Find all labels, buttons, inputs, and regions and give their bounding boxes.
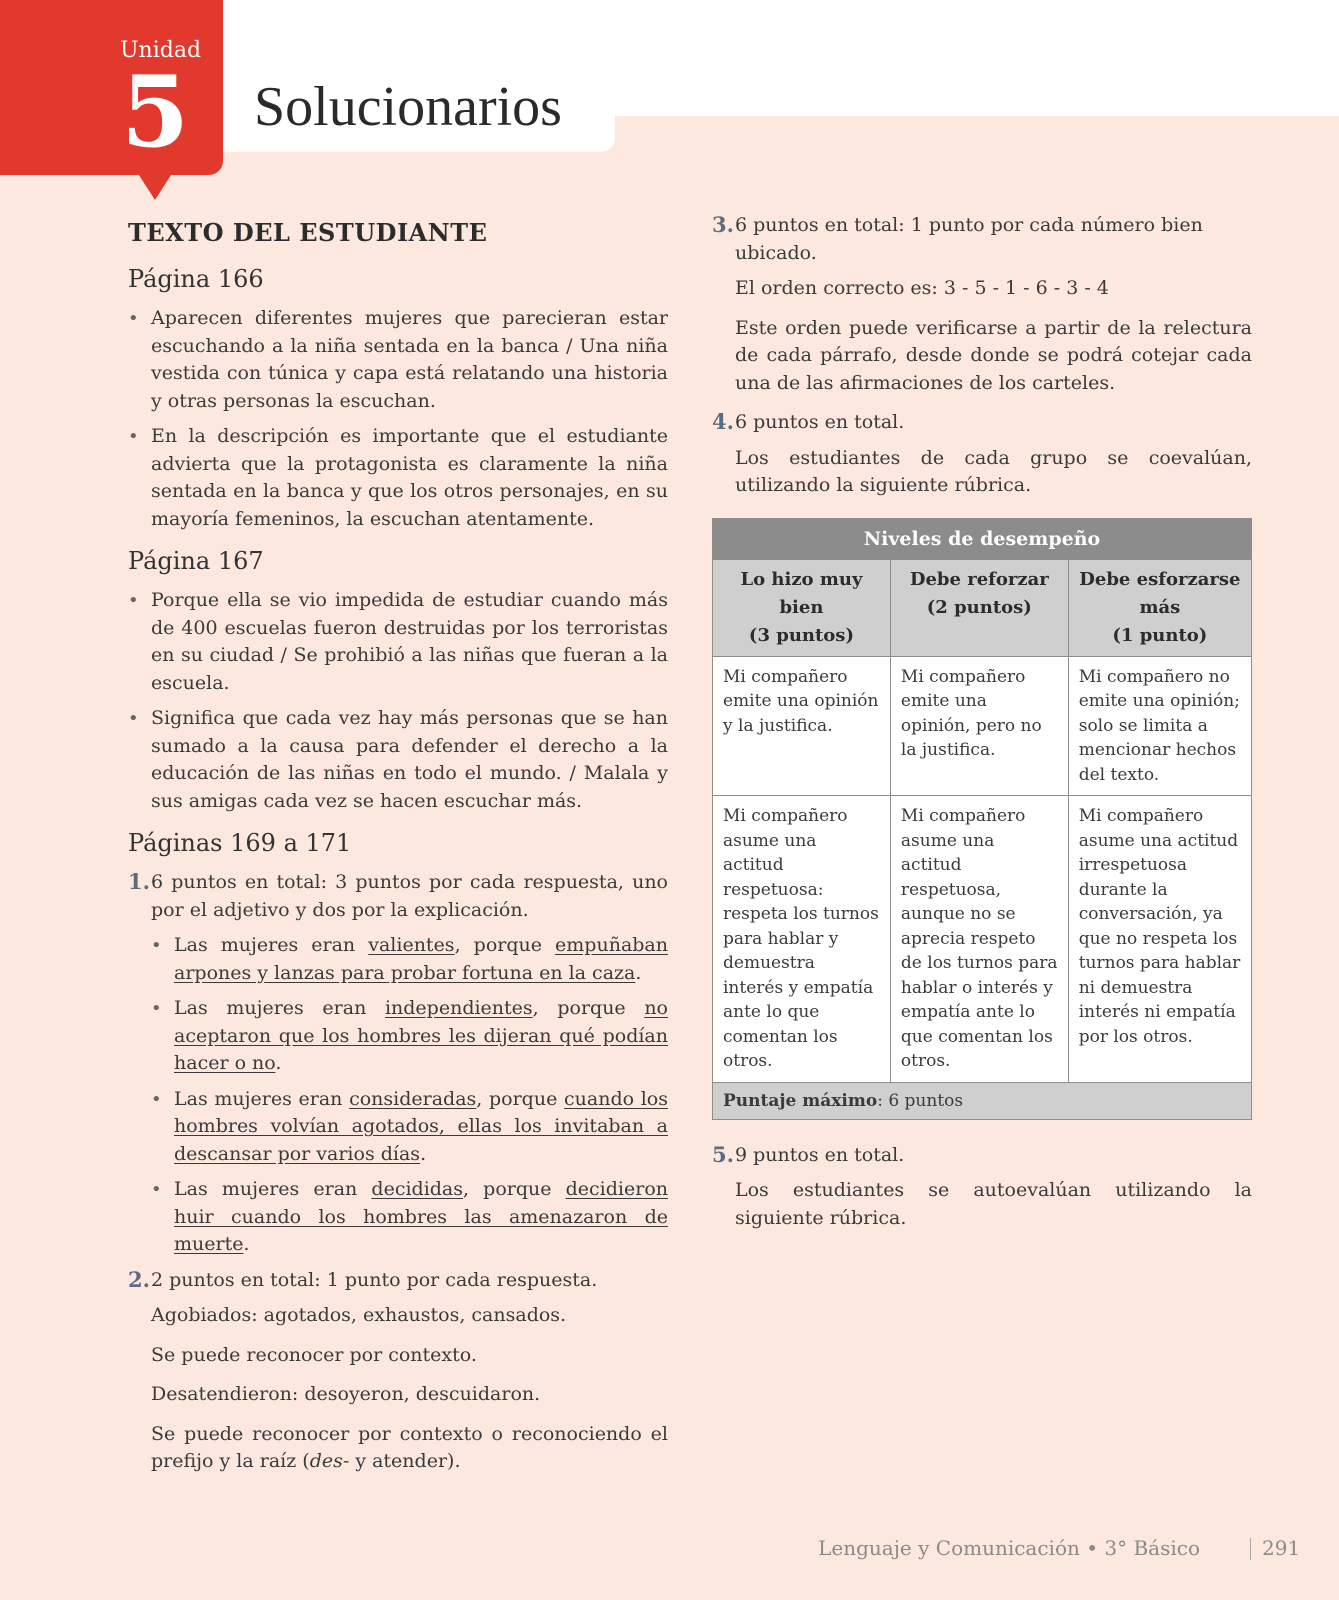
answer-text: Se puede reconocer por contexto o reconociendo el prefijo y la raíz (des- y atender). <box>151 1422 668 1472</box>
answer-item-4 <box>712 409 1252 437</box>
answer-text: Se puede reconocer por contexto. <box>151 1343 477 1366</box>
list-item: • Las mujeres eran valientes, porque empuñaban arpones y lanzas para probar fortuna en la caza. <box>151 932 668 987</box>
heading-pages-169-171: Páginas 169 a 171 <box>128 829 352 857</box>
list-page-167 <box>128 587 668 815</box>
answer-text: Los estudiantes de cada grupo se coevalúan, utilizando la siguiente rúbrica. <box>735 446 1252 496</box>
answer-text: Este orden puede verificarse a partir de la relectura de cada párrafo, desde donde se podrá cotejar cada una de las afirmaciones de los carteles. <box>735 316 1252 394</box>
item-text: 6 puntos en total. <box>735 411 905 433</box>
item-number: 2. <box>128 1266 150 1292</box>
adjective-list <box>128 932 668 1259</box>
underlined-adjective: valientes <box>368 934 455 956</box>
list-item: • Las mujeres eran consideradas, porque cuando los hombres volvían agotados, ellas los invitaban a descansar por varios días. <box>151 1086 668 1169</box>
underlined-adjective: independientes <box>384 997 533 1019</box>
unit-badge <box>0 0 223 175</box>
heading-page-167: Página 167 <box>128 547 264 575</box>
table-cell: Mi compañero asume una actitud respetuosa, aunque no se aprecia respeto de los turnos para hablar o interés y empatía ante lo que comentan los otros. <box>890 796 1068 1083</box>
underlined-adjective: decididas <box>371 1178 464 1200</box>
column-header: Debe reforzar (2 puntos) <box>890 559 1068 656</box>
footer-subject: Lenguaje y Comunicación • 3° Básico <box>818 1536 1200 1560</box>
unit-label: Unidad <box>120 38 202 63</box>
right-column <box>712 212 1252 1244</box>
item-text: 9 puntos en total. <box>735 1143 905 1166</box>
table-cell: Mi compañero asume una actitud irrespetuosa durante la conversación, ya que no respeta los turnos para hablar ni demuestra interés ni empatía por los otros. <box>1068 796 1251 1083</box>
item-number: 5. <box>712 1141 734 1167</box>
table-footer: Puntaje máximo: 6 puntos <box>713 1082 1252 1119</box>
underlined-reason: decidieron huir cuando los hombres las amenazaron de muerte <box>174 1178 668 1255</box>
item-number: 1. <box>128 869 150 894</box>
item-text: 6 puntos en total: 3 puntos por cada respuesta, uno por el adjetivo y dos por la explicación. <box>151 871 668 921</box>
column-header: Lo hizo muy bien (3 puntos) <box>713 559 891 656</box>
answer-item-2 <box>128 1267 668 1295</box>
answer-text: Desatendieron: desoyeron, descuidaron. <box>151 1383 541 1405</box>
table-cell: Mi compañero emite una opinión, pero no la justifica. <box>890 656 1068 796</box>
item-number: 4. <box>712 409 734 434</box>
underlined-reason: cuando los hombres volvían agotados, ellas los invitaban a descansar por varios días <box>174 1087 668 1165</box>
unit-badge-pointer <box>137 172 173 200</box>
table-row <box>713 796 1252 1083</box>
unit-number: 5 <box>121 55 190 170</box>
list-item: • Significa que cada vez hay más personas que se han sumado a la causa para defender el derecho a la educación de las niñas en todo el mundo. / Malala y sus amigas cada vez se hacen escuchar más. <box>128 705 668 815</box>
list-item: • Las mujeres eran independientes, porque no aceptaron que los hombres les dijeran qué podían hacer o no. <box>151 995 668 1078</box>
list-page-166 <box>128 305 668 533</box>
list-item: • En la descripción es importante que el estudiante advierta que la protagonista es claramente la niña sentada en la banca y que los otros personajes, en su mayoría femeninos, la escuchan atentamente. <box>128 423 668 533</box>
answer-item-5 <box>712 1142 1252 1170</box>
page-title: Solucionarios <box>254 76 562 138</box>
heading-page-166: Página 166 <box>128 265 264 293</box>
answer-text: Agobiados: agotados, exhaustos, cansados. <box>151 1304 567 1326</box>
column-header: Debe esforzarse más (1 punto) <box>1068 559 1251 656</box>
item-text: 6 puntos en total: 1 punto por cada número bien ubicado. <box>735 214 1203 264</box>
table-cell: Mi compañero emite una opinión y la justifica. <box>713 656 891 796</box>
footer-divider <box>1250 1538 1251 1560</box>
underlined-reason: empuñaban arpones y lanzas para probar fortuna en la caza <box>174 934 668 984</box>
table-title: Niveles de desempeño <box>713 518 1252 559</box>
underlined-adjective: consideradas <box>349 1087 477 1110</box>
list-item: • Aparecen diferentes mujeres que parecieran estar escuchando a la niña sentada en la banca / Una niña vestida con túnica y capa está relatando una historia y otras personas la escuchan. <box>128 305 668 415</box>
item-number: 3. <box>712 212 734 237</box>
item-text: 2 puntos en total: 1 punto por cada respuesta. <box>151 1268 598 1291</box>
answer-item-1 <box>128 869 668 924</box>
table-cell: Mi compañero no emite una opinión; solo se limita a mencionar hechos del texto. <box>1068 656 1251 796</box>
list-item: • Porque ella se vio impedida de estudiar cuando más de 400 escuelas fueron destruidas por los terroristas en su ciudad / Se prohibió a las niñas que fueran a la escuela. <box>128 587 668 697</box>
underlined-reason: no aceptaron que los hombres les dijeran qué podían hacer o no <box>174 997 668 1074</box>
section-heading: TEXTO DEL ESTUDIANTE <box>128 218 488 247</box>
answer-item-3 <box>712 212 1252 267</box>
left-column <box>128 212 668 1488</box>
italic-prefix: des- <box>309 1450 350 1472</box>
answer-text: El orden correcto es: 3 - 5 - 1 - 6 - 3 - 4 <box>735 277 1109 299</box>
rubric-table <box>712 518 1252 1120</box>
list-item: • Las mujeres eran decididas, porque decidieron huir cuando los hombres las amenazaron de muerte. <box>151 1176 668 1259</box>
table-cell: Mi compañero asume una actitud respetuosa: respeta los turnos para hablar y demuestra interés y empatía ante lo que comentan los otros. <box>713 796 891 1083</box>
page-number: 291 <box>1262 1536 1301 1560</box>
table-row <box>713 656 1252 796</box>
answer-text: Los estudiantes se autoevalúan utilizando la siguiente rúbrica. <box>735 1179 1252 1229</box>
